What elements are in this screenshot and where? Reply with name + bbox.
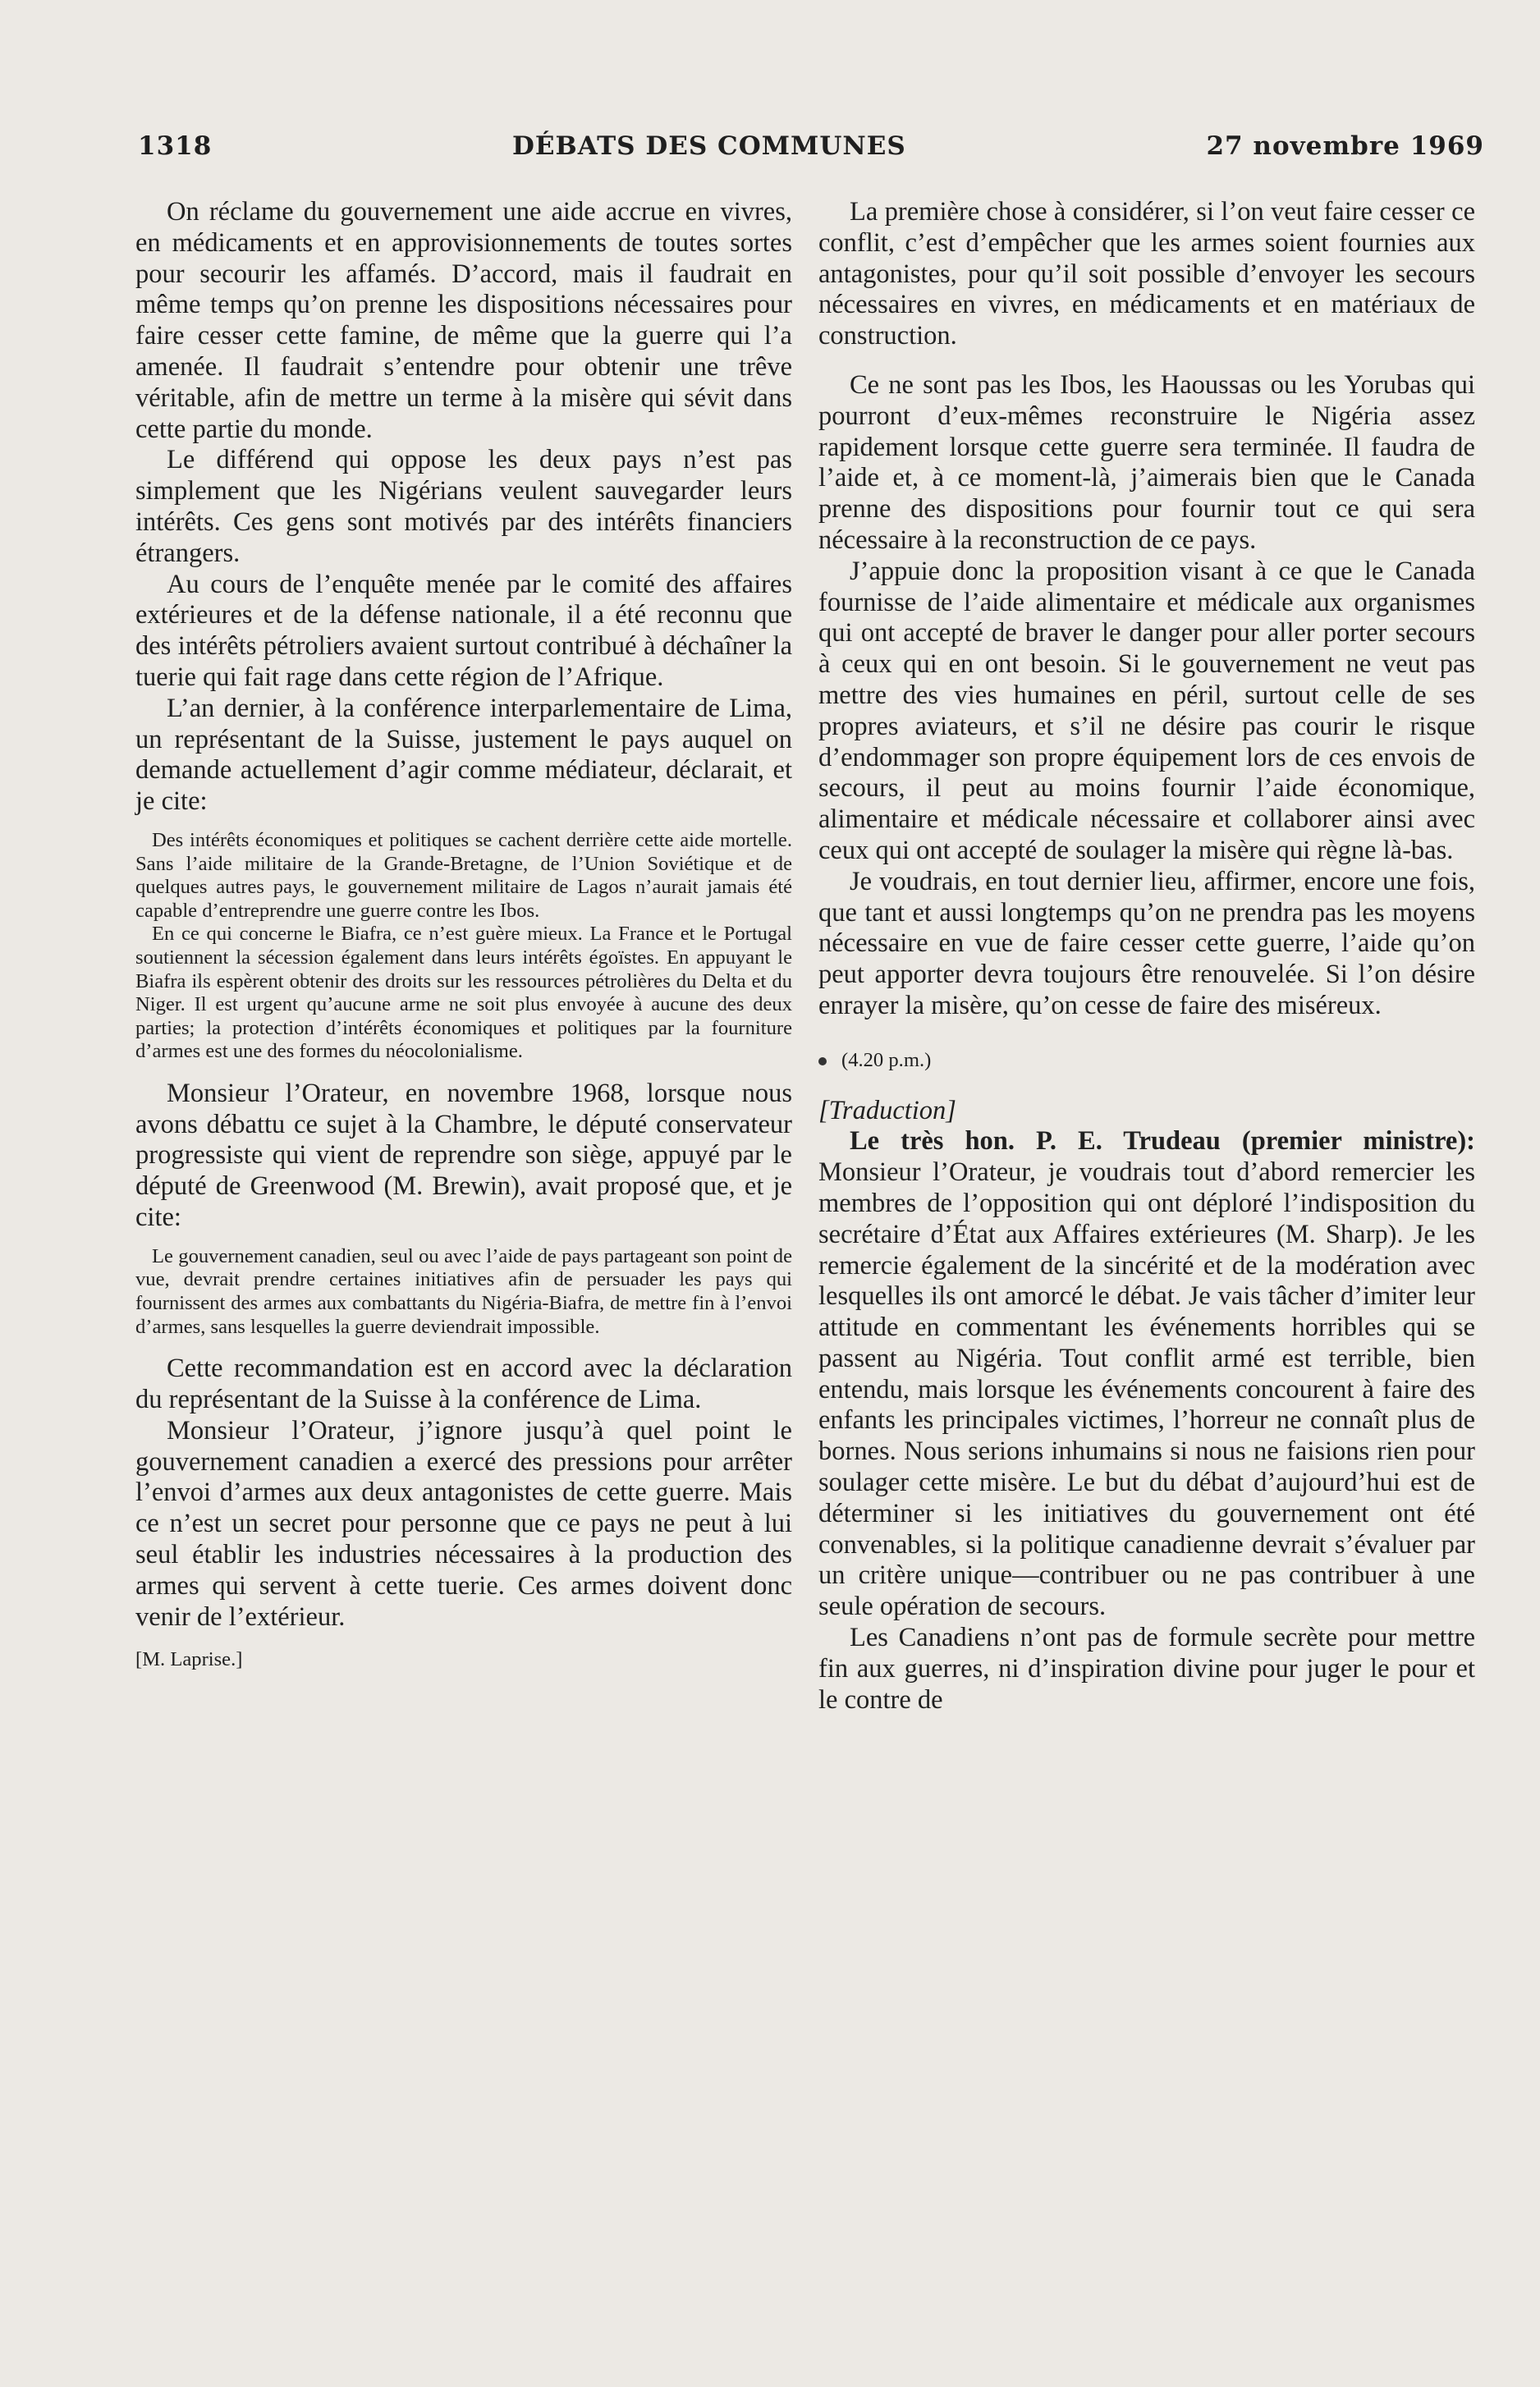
speech-text: Monsieur l’Orateur, je voudrais tout d’abord remercier les membres de l’opposition qui ont déploré l’indisposition du secrétaire d’État aux Affaires extérieures (M. Sharp). Je les remercie également de la sincérité et de la modération avec lesquelles ils ont amorcé le débat. Je vais tâcher d’imiter leur attitude en commentant les événements horribles qui se passent au Nigéria. Tout conflit armé est terrible, bien entendu, mais lorsque les événements concourent à faire des enfants les principales victimes, l’horreur ne connaît plus de bornes. Nous serions inhumains si nous ne faisions rien pour soulager cette misère. Le but du débat d’aujourd’hui est de déterminer si les initiatives du gouvernement ont été convenables, si la politique canadienne devrait s’évaluer par un critère unique—contribuer ou ne pas contribuer à une seule opération de secours. bbox=[818, 1157, 1475, 1622]
quote-paragraph: En ce qui concerne le Biafra, ce n’est guère mieux. La France et le Portugal soutiennent la sécession également dans leurs intérêts égoïstes. En appuyant le Biafra ils espèrent obtenir des droits sur les ressources pétrolières du Delta et du Niger. Il est urgent qu’aucune arme ne soit plus envoyée à aucune des deux parties; la protection d’intérêts économiques et politiques par la fourniture d’armes est une des formes du néocolonialisme. bbox=[135, 923, 792, 1063]
bullet-icon bbox=[818, 1057, 827, 1065]
paragraph: Au cours de l’enquête menée par le comité des affaires extérieures et de la défense nationale, il a été reconnu que des intérêts pétroliers avaient surtout contribué à déchaîner la tuerie qui fait rage dans cette région de l’Afrique. bbox=[135, 569, 792, 692]
paragraph: On réclame du gouvernement une aide accrue en vivres, en médicaments et en approvisionnements de toutes sortes pour secourir les affamés. D’accord, mais il faudrait en même temps qu’on prenne les dispositions nécessaires pour faire cesser cette famine, de même que la guerre qui l’a amenée. Il faudrait s’entendre pour obtenir une trêve véritable, afin de mettre un terme à la misère qui sévit dans cette partie du monde. bbox=[135, 197, 792, 444]
speaker-name: Le très hon. P. E. Trudeau (premier ministre): bbox=[850, 1126, 1475, 1157]
block-quote bbox=[135, 829, 792, 1064]
left-column bbox=[135, 197, 792, 1672]
page-number: 1318 bbox=[138, 131, 213, 161]
translation-text: [Traduction] bbox=[818, 1095, 956, 1125]
paragraph: Monsieur l’Orateur, en novembre 1968, lorsque nous avons débattu ce sujet à la Chambre, le député conservateur progressiste qui vient de reprendre son siège, appuyé par le député de Greenwood (M. Brewin), avait proposé que, et je cite: bbox=[135, 1078, 792, 1233]
paragraph bbox=[818, 1126, 1475, 1623]
paragraph: Cette recommandation est en accord avec la déclaration du représentant de la Suisse à la conférence de Lima. bbox=[135, 1354, 792, 1415]
paragraph: Le différend qui oppose les deux pays n’est pas simplement que les Nigérians veulent sauvegarder leurs intérêts. Ces gens sont motivés par des intérêts financiers étrangers. bbox=[135, 445, 792, 568]
paragraph: Ce ne sont pas les Ibos, les Haoussas ou les Yorubas qui pourront d’eux-mêmes reconstruire le Nigéria assez rapidement lorsque cette guerre sera terminée. Il faudra de l’aide et, à ce moment-là, j’aimerais bien que le Canada prenne des dispositions pour fournir tout ce qui sera nécessaire à la reconstruction de ce pays. bbox=[818, 369, 1475, 555]
paragraph: Je voudrais, en tout dernier lieu, affirmer, encore une fois, que tant et aussi longtemps qu’on ne prendra pas les moyens nécessaire en vue de faire cesser cette guerre, l’aide qu’on peut apporter devra toujours être renouvelée. Si l’on désire enrayer la misère, qu’on cesse de faire des miséreux. bbox=[818, 866, 1475, 1020]
time-text: (4.20 p.m.) bbox=[841, 1048, 932, 1071]
page-header bbox=[138, 131, 1484, 161]
page-date: 27 novembre 1969 bbox=[1206, 131, 1484, 161]
right-column bbox=[818, 197, 1475, 1716]
page-title: DÉBATS DES COMMUNES bbox=[512, 131, 906, 161]
paragraph: L’an dernier, à la conférence interparlementaire de Lima, un représentant de la Suisse, justement le pays auquel on demande actuellement d’agir comme médiateur, déclarait, et je cite: bbox=[135, 693, 792, 817]
paragraph: La première chose à considérer, si l’on veut faire cesser ce conflit, c’est d’empêcher que les armes soient fournies aux antagonistes, pour qu’il soit possible d’envoyer les secours nécessaires en vivres, en médicaments et en matériaux de construction. bbox=[818, 197, 1475, 351]
paragraph: Les Canadiens n’ont pas de formule secrète pour mettre fin aux guerres, ni d’inspiration divine pour juger le pour et le contre de bbox=[818, 1623, 1475, 1715]
quote-paragraph: Le gouvernement canadien, seul ou avec l’aide de pays partageant son point de vue, devrait prendre certaines initiatives afin de persuader les pays qui fournissent des armes aux combattants du Nigéria-Biafra, de mettre fin à l’envoi d’armes, sans lesquelles la guerre deviendrait impossible. bbox=[135, 1244, 792, 1338]
time-marker bbox=[818, 1045, 1475, 1076]
speaker-tag: [M. Laprise.] bbox=[135, 1648, 243, 1671]
paragraph: J’appuie donc la proposition visant à ce que le Canada fournisse de l’aide alimentaire et médicale aux organismes qui ont accepté de braver le danger pour aller porter secours à ceux qui en ont besoin. Si le gouvernement ne veut pas mettre des vies humaines en péril, surtout celle de ses propres aviateurs, et s’il ne désire pas courir le risque d’endommager son propre équipement lors de ces envois de secours, il peut au moins fournir l’aide économique, alimentaire et médicale nécessaire et collaborer ainsi avec ceux qui ont accepté de soulager la misère qui règne là-bas. bbox=[818, 556, 1475, 865]
translation-marker bbox=[818, 1096, 1475, 1127]
block-quote bbox=[135, 1245, 792, 1339]
quote-paragraph: Des intérêts économiques et politiques se cachent derrière cette aide mortelle. Sans l’aide militaire de la Grande-Bretagne, de l’Union Soviétique et de quelques autres pays, le gouvernement militaire de Lagos n’aurait jamais été capable d’entreprendre une guerre contre les Ibos. bbox=[135, 828, 792, 922]
paragraph: Monsieur l’Orateur, j’ignore jusqu’à quel point le gouvernement canadien a exercé des pressions pour arrêter l’envoi d’armes aux deux antagonistes de cette guerre. Mais ce n’est un secret pour personne que ce pays ne peut à lui seul établir les industries nécessaires à la production des armes qui servent à cette tuerie. Ces armes doivent donc venir de l’extérieur. bbox=[135, 1415, 792, 1632]
